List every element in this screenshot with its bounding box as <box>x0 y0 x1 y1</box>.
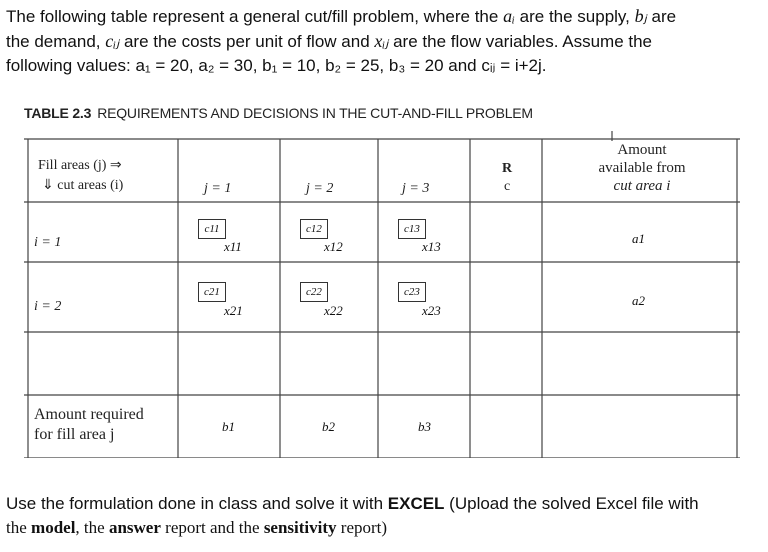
text: are <box>646 7 677 26</box>
supply-a1: a1 <box>632 231 645 246</box>
model-emphasis: model <box>31 518 76 537</box>
text: the <box>6 518 32 537</box>
cost-c23: c23 <box>398 282 426 302</box>
var-x21: x21 <box>224 303 243 318</box>
text: are the flow variables. Assume the <box>388 32 653 51</box>
var-x22: x22 <box>324 303 343 318</box>
avail-line-1: Amount <box>617 142 667 158</box>
caption-label: TABLE 2.3 <box>24 105 92 121</box>
corner-line-1: Fill areas (j) ⇒ <box>38 158 122 173</box>
text: report) <box>336 518 388 537</box>
cost-c13: c13 <box>398 219 426 239</box>
math-x-ij: xᵢⱼ <box>374 31 389 51</box>
avail-line-2: available from <box>598 160 686 176</box>
demand-b1: b1 <box>222 419 235 434</box>
col-header-j1: j = 1 <box>204 181 232 196</box>
sensitivity-emphasis: sensitivity <box>263 518 337 537</box>
row-label-i2: i = 2 <box>34 299 62 314</box>
text: , the <box>75 518 109 537</box>
demand-b3: b3 <box>418 419 431 434</box>
corner-line-2: ⇓ cut areas (i) <box>42 178 124 193</box>
statement-line-2 <box>6 29 762 54</box>
text: Use the formulation done in class and solve it with <box>6 494 388 513</box>
math-b-j: bⱼ <box>634 6 647 26</box>
footer-label-line-2: for fill area j <box>34 426 115 443</box>
math-c-ij: cᵢⱼ <box>105 31 120 51</box>
var-x13: x13 <box>422 239 441 254</box>
instructions-line-2 <box>6 516 762 540</box>
text: the demand, <box>6 32 106 51</box>
cost-c21: c21 <box>198 282 226 302</box>
demand-b2: b2 <box>322 419 335 434</box>
instructions <box>6 492 762 540</box>
cost-c11: c11 <box>198 219 226 239</box>
col-header-j3: j = 3 <box>402 181 430 196</box>
caption-text: REQUIREMENTS AND DECISIONS IN THE CUT-AND-FILL PROBLEM <box>97 105 533 121</box>
answer-emphasis: answer <box>108 518 161 537</box>
cut-fill-table <box>24 127 740 458</box>
var-x11: x11 <box>224 239 242 254</box>
text: are the supply, <box>514 7 635 26</box>
statement-line-3: following values: a₁ = 20, a₂ = 30, b₁ = 10, b₂ = 25, b₃ = 20 and cᵢⱼ = i+2j. <box>6 56 547 75</box>
available-header <box>544 141 740 195</box>
cost-c22: c22 <box>300 282 328 302</box>
supply-a2: a2 <box>632 293 645 308</box>
text: The following table represent a general cut/fill problem, where the <box>6 7 504 26</box>
text: report and the <box>160 518 264 537</box>
footer-label-line-1: Amount required <box>34 406 144 423</box>
table-caption <box>24 105 533 121</box>
math-a-i: aᵢ <box>503 6 515 26</box>
footer-label <box>34 405 144 445</box>
cost-c12: c12 <box>300 219 328 239</box>
text: (Upload the solved Excel file with <box>444 494 699 513</box>
statement-line-1 <box>6 4 762 29</box>
problem-statement <box>6 4 762 78</box>
row-label-i1: i = 1 <box>34 235 62 250</box>
avail-line-3: cut area i <box>613 178 671 194</box>
var-x12: x12 <box>324 239 343 254</box>
col-header-j2: j = 2 <box>306 181 334 196</box>
var-x23: x23 <box>422 303 441 318</box>
r-col-header-top: R <box>502 161 513 176</box>
instructions-line-1 <box>6 492 762 516</box>
text: are the costs per unit of flow and <box>119 32 375 51</box>
r-col-header-bottom: c <box>504 179 511 194</box>
excel-emphasis: EXCEL <box>387 494 445 513</box>
